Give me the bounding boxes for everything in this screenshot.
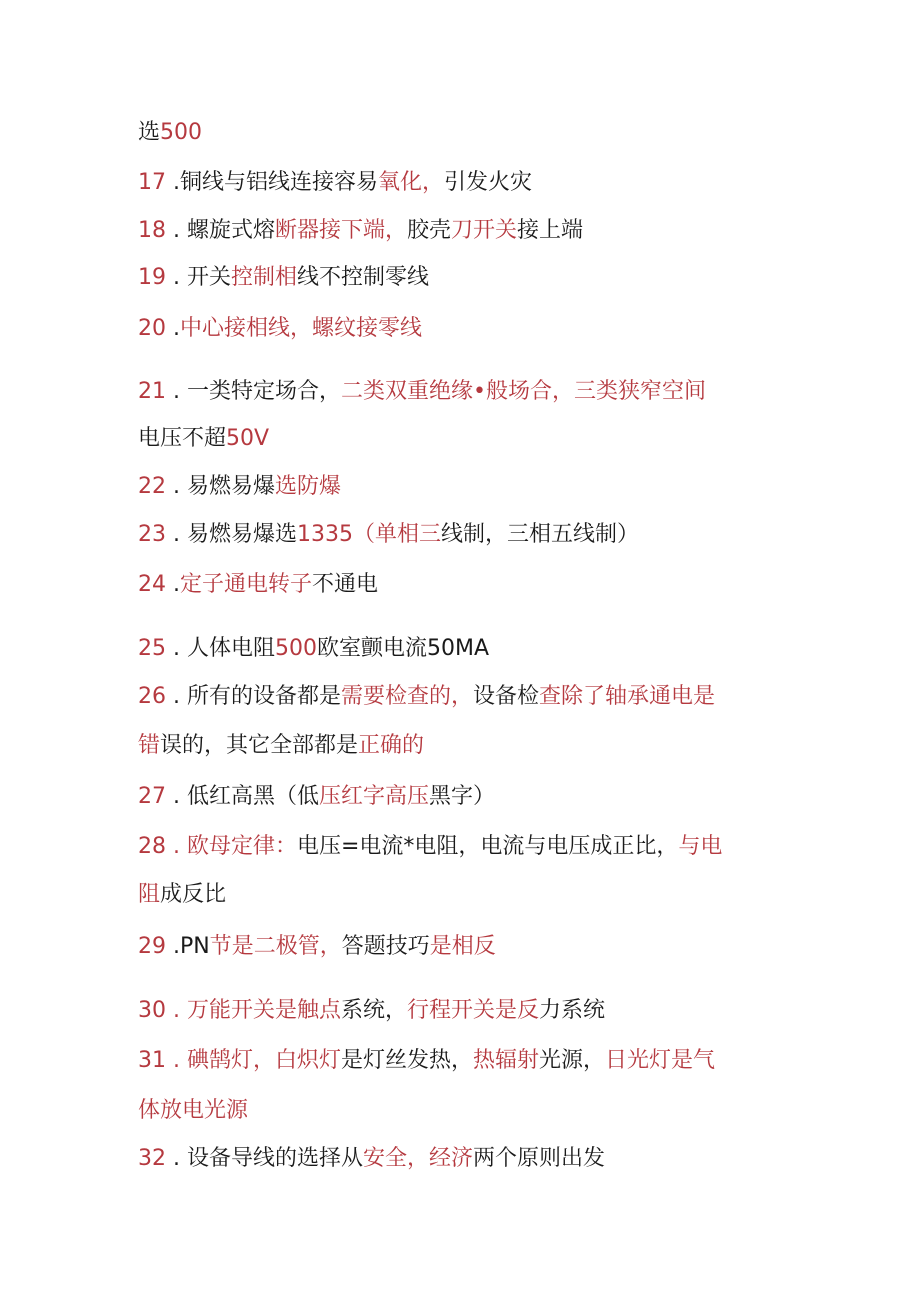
text-segment: 电压不超 (138, 426, 227, 451)
text-line-l21a (138, 377, 798, 407)
text-segment: . 易燃易爆 (166, 474, 275, 499)
text-line-l30 (138, 996, 798, 1026)
text-segment: . 易燃易爆选 (166, 522, 297, 547)
text-line-l0 (138, 118, 798, 148)
text-segment: . 一类特定场合， (166, 379, 341, 404)
text-segment: 中心接相线，螺纹接零线 (180, 316, 423, 341)
text-segment: 28 (138, 834, 166, 859)
text-line-l28a (138, 832, 798, 862)
text-segment: 安全，经济 (362, 1146, 473, 1171)
text-segment: 误的，其它全部都是 (160, 733, 359, 758)
text-segment: 光源， (539, 1048, 606, 1073)
text-segment: 是灯丝发热， (340, 1048, 473, 1073)
text-segment: . 螺旋式熔 (166, 218, 275, 243)
text-segment: 50V (226, 426, 270, 451)
text-segment: . 碘鹄灯，白炽灯 (166, 1048, 341, 1073)
text-segment: 胶壳 (407, 218, 452, 243)
text-line-l32 (138, 1144, 798, 1174)
text-segment: 欧室颤电流50MA (316, 636, 490, 661)
text-segment: 选 (138, 120, 161, 145)
text-line-l20 (138, 314, 798, 344)
text-line-l31b (138, 1096, 798, 1126)
text-segment: . 人体电阻 (166, 636, 275, 661)
text-segment: . 欧母定律： (166, 834, 297, 859)
text-segment: 19 (138, 265, 166, 290)
text-segment: 查除了轴承通电是 (539, 684, 716, 709)
text-line-l19 (138, 263, 798, 293)
text-line-l25 (138, 634, 798, 664)
text-line-l24 (138, 570, 798, 600)
text-segment: 需要检查的， (340, 684, 473, 709)
text-segment: 选防爆 (274, 474, 341, 499)
text-segment: 控制相 (230, 265, 297, 290)
text-line-l18 (138, 216, 798, 246)
text-segment: . 低红高黑（低 (166, 784, 319, 809)
text-segment: 氧化， (378, 170, 445, 195)
text-segment: 黑字） (429, 784, 496, 809)
text-segment: 电压=电流*电阻，电流与电压成正比， (296, 834, 679, 859)
text-segment: 节是二极管， (209, 934, 342, 959)
text-segment: 阻 (138, 882, 161, 907)
text-line-l22 (138, 472, 798, 502)
text-segment: 25 (138, 636, 166, 661)
text-segment: 500 (274, 636, 317, 661)
text-line-l29 (138, 932, 798, 962)
text-segment: . 设备导线的选择从 (166, 1146, 363, 1171)
text-segment: 与电 (678, 834, 723, 859)
text-segment: 18 (138, 218, 166, 243)
text-segment: 刀开关 (451, 218, 518, 243)
text-segment: 体放电光源 (138, 1098, 249, 1123)
text-segment: 20 (138, 316, 166, 341)
text-segment: 是相反 (429, 934, 496, 959)
text-segment: . 万能开关是触点 (166, 998, 341, 1023)
text-segment: 答题技巧 (341, 934, 430, 959)
text-line-l17 (138, 168, 798, 198)
text-segment: 不通电 (312, 572, 379, 597)
text-segment: 力系统 (539, 998, 606, 1023)
text-line-l27 (138, 782, 798, 812)
text-segment: 二类双重绝缘•般场合，三类狭窄空间 (340, 379, 706, 404)
text-segment: 31 (138, 1048, 166, 1073)
text-segment: 500 (160, 120, 203, 145)
text-segment: 定子通电转子 (180, 572, 313, 597)
text-line-l31a (138, 1046, 798, 1076)
text-segment: 32 (138, 1146, 166, 1171)
text-segment: 17 (138, 170, 166, 195)
text-segment: 热辐射 (473, 1048, 540, 1073)
text-segment: 24 (138, 572, 166, 597)
text-segment: 系统， (340, 998, 407, 1023)
text-segment: 引发火灾 (444, 170, 533, 195)
text-line-l23 (138, 520, 798, 550)
text-segment: 接上端 (517, 218, 584, 243)
text-segment: .铜线与铝线连接容易 (166, 170, 378, 195)
text-segment: 线制，三相五线制） (440, 522, 639, 547)
text-segment: 成反比 (160, 882, 227, 907)
text-segment: 行程开关是反 (407, 998, 540, 1023)
text-segment: 日光灯是气 (605, 1048, 716, 1073)
text-line-l26b (138, 731, 798, 761)
text-segment: . 所有的设备都是 (166, 684, 341, 709)
text-segment: 线不控制零线 (297, 265, 430, 290)
text-segment: 1335（单相三 (296, 522, 441, 547)
text-segment: 22 (138, 474, 166, 499)
text-segment: 30 (138, 998, 166, 1023)
text-segment: 设备检 (473, 684, 540, 709)
text-line-l28b (138, 880, 798, 910)
text-segment: 压红字高压 (318, 784, 429, 809)
text-line-l26a (138, 682, 798, 712)
text-segment: 断器接下端， (274, 218, 407, 243)
text-segment: 两个原则出发 (473, 1146, 606, 1171)
text-segment: 21 (138, 379, 166, 404)
text-segment: .PN (166, 934, 210, 959)
text-segment: 29 (138, 934, 166, 959)
text-segment: 27 (138, 784, 166, 809)
text-segment: . (166, 316, 180, 341)
text-segment: . (166, 572, 180, 597)
text-segment: 正确的 (358, 733, 425, 758)
text-segment: 26 (138, 684, 166, 709)
text-line-l21b (138, 424, 798, 454)
text-segment: . 开关 (166, 265, 231, 290)
text-segment: 23 (138, 522, 166, 547)
text-segment: 错 (138, 733, 161, 758)
